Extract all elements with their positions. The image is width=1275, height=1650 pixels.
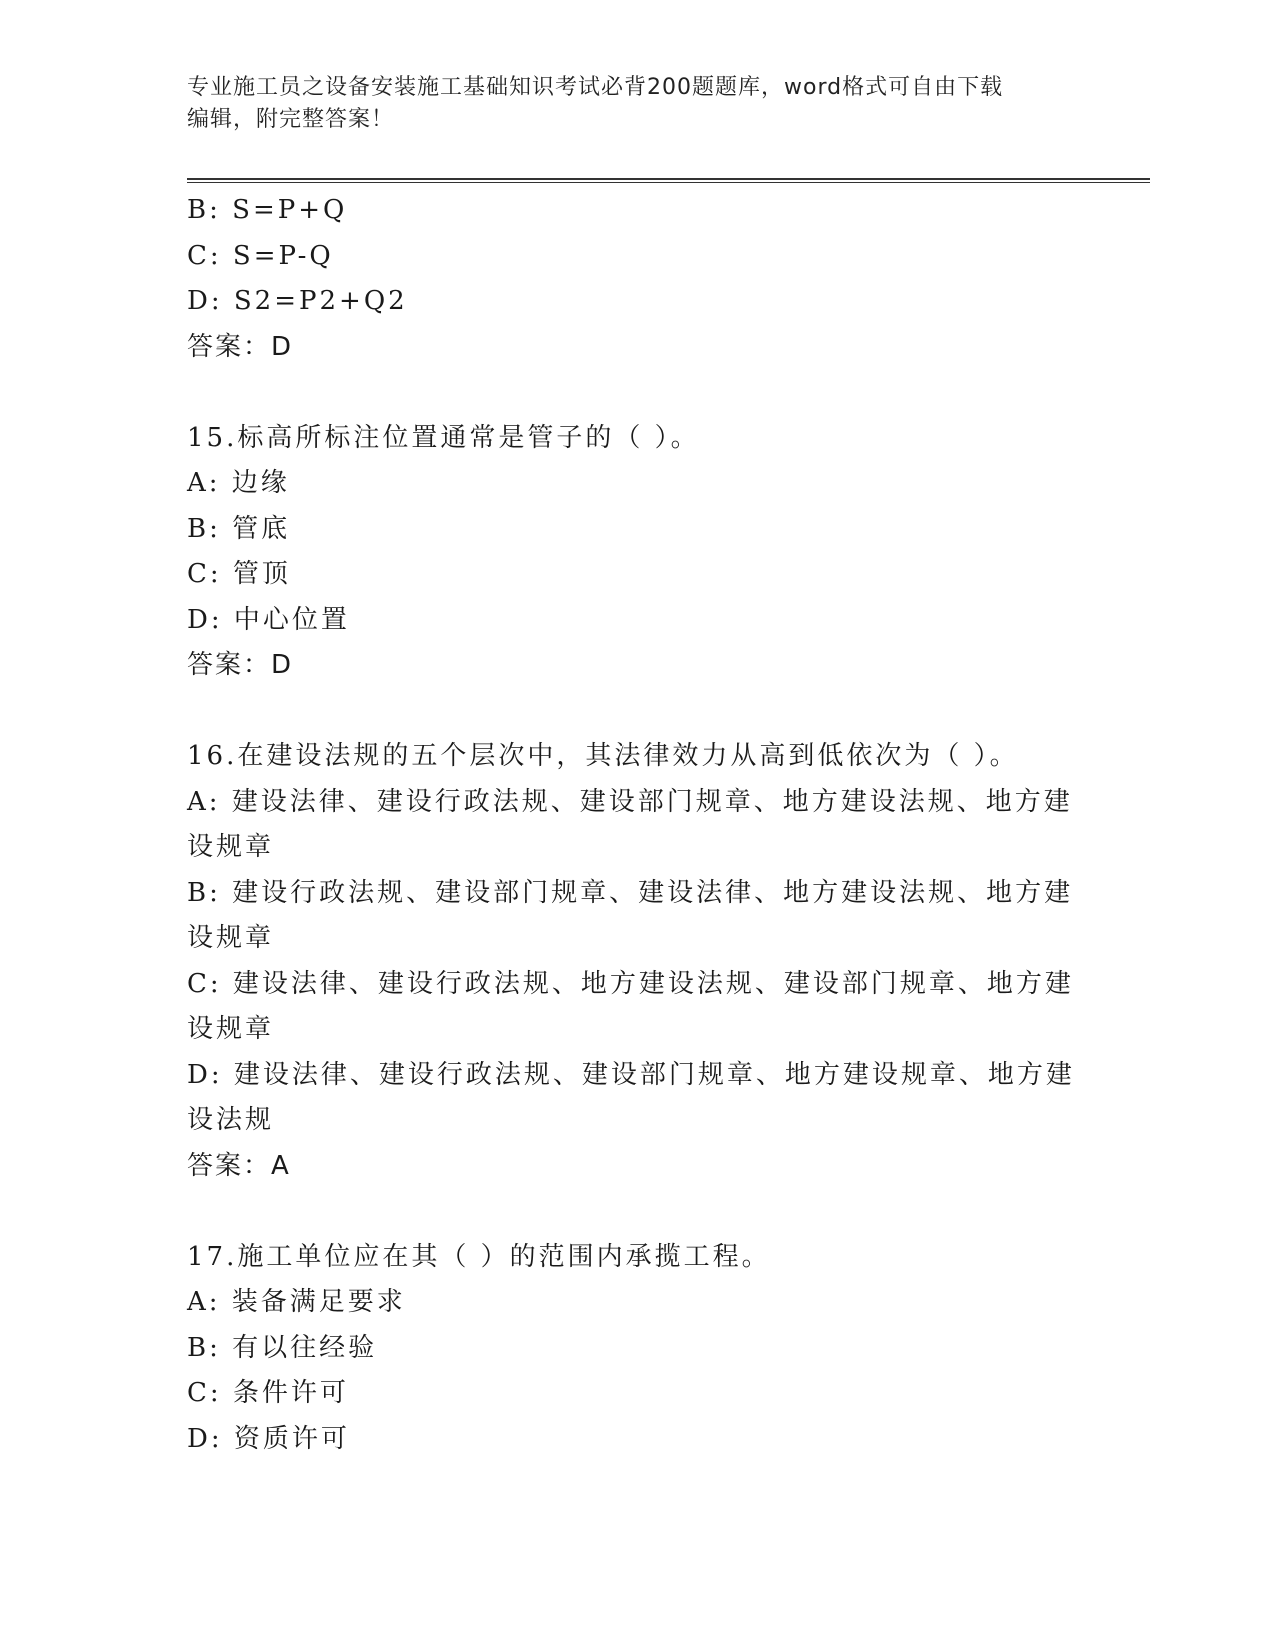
answer: 答案：D	[187, 650, 294, 680]
header-divider	[187, 178, 1150, 183]
option-c: C: 管顶	[187, 559, 291, 589]
header-line-1: 专业施工员之设备安装施工基础知识考试必背200题题库，word格式可自由下载	[187, 75, 1004, 100]
option-d: D: 资质许可	[187, 1423, 350, 1454]
question-stem: 15.标高所标注位置通常是管子的（ ）。	[187, 422, 700, 453]
option-b: B: 管底	[187, 513, 291, 544]
option-a: A: 建设法律、建设行政法规、建设部门规章、地方建设法规、地方建	[187, 786, 1073, 817]
option-b-continued: 设规章	[187, 923, 275, 953]
option-d: D: 中心位置	[187, 604, 350, 635]
option-a-continued: 设规章	[187, 832, 275, 862]
prev-question-block	[187, 188, 1087, 370]
answer: 答案：A	[187, 1150, 291, 1181]
option-b: B: S=P+Q	[187, 195, 348, 225]
option-d-continued: 设法规	[187, 1105, 275, 1135]
question-15	[187, 416, 1087, 689]
question-17	[187, 1235, 1087, 1463]
option-c: C: 条件许可	[187, 1378, 349, 1408]
header-line-2: 编辑，附完整答案！	[187, 107, 395, 132]
option-c: C: S=P-Q	[187, 240, 334, 271]
question-content	[187, 188, 1087, 1462]
answer: 答案：D	[187, 331, 294, 362]
option-d: D: S2=P2+Q2	[187, 286, 408, 316]
option-b: B: 有以往经验	[187, 1332, 378, 1363]
question-16	[187, 734, 1087, 1189]
option-b: B: 建设行政法规、建设部门规章、建设法律、地方建设法规、地方建	[187, 877, 1074, 908]
spacer	[187, 689, 1087, 735]
option-a: A: 装备满足要求	[187, 1287, 406, 1317]
document-header	[187, 72, 1067, 136]
spacer	[187, 370, 1087, 416]
spacer	[187, 1189, 1087, 1235]
option-c: C: 建设法律、建设行政法规、地方建设法规、建设部门规章、地方建	[187, 968, 1074, 999]
question-stem: 17.施工单位应在其（ ）的范围内承揽工程。	[187, 1241, 771, 1272]
option-a: A: 边缘	[187, 468, 290, 498]
option-c-continued: 设规章	[187, 1014, 275, 1044]
question-stem: 16.在建设法规的五个层次中，其法律效力从高到低依次为（ ）。	[187, 741, 1019, 771]
option-d: D: 建设法律、建设行政法规、建设部门规章、地方建设规章、地方建	[187, 1059, 1075, 1090]
